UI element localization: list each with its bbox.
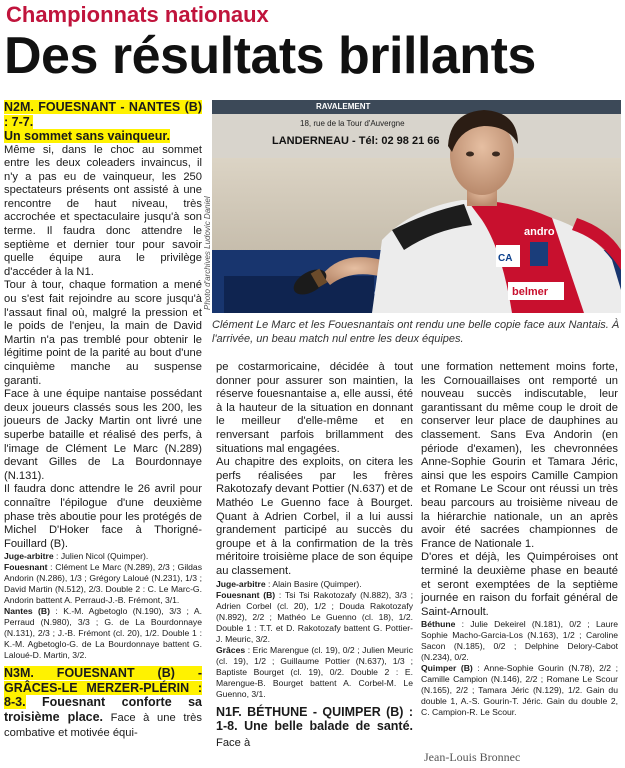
paragraph: une formation nettement moins forte, les Cornouaillaises ont remporté un nouveau succès indiscutable, leur garantissant du même coup le droit de conserver leur place de dauphines au classement. Sans Eva Andorin (en période d'examen), les chevronnées Anne-Sophie Gourin et Tamara Jéric, ainsi que les espoirs Camille Campion et Romane Le Scour ont réussi un très beau parcours au troisième niveau de la hiérarchie nationale, un an après avoir été sacrées championnes de France de Nationale 1. <box>421 361 618 550</box>
paragraph: Au chapitre des exploits, on citera les perfs réalisées par les frères Rakotozafy devant Pottier (N.637) et de Mathéo Le Guenno face à Bourget. Quant à Adrien Corbel, il a lui aussi grandement participé au succès du groupe et à la confirmation de la très méritoire troisième place de son équipe au classement. <box>216 456 413 577</box>
team-details-nantes: Nantes (B) : K.-M. Agbetoglo (N.190), 3/3 ; A. Perraud (N.980), 3/3 ; G. de La Bourdonnaye (N.131), 2/3 ; J.-B. Frémont (cl. 20), 1/2. Double 1 : K.-M. Agbetoglo-G. de La Bourdonnaye battent G. Laloué-D. Martin, 3/2. <box>4 606 202 661</box>
jersey-brand: andro <box>524 226 555 238</box>
article-column-1 <box>4 100 202 741</box>
match-title-highlight: N2M. FOUESNANT - NANTES (B) : 7-7. <box>4 100 202 129</box>
match-title-n1f: N1F. BÉTHUNE - QUIMPER (B) : 1-8. Une belle balade de santé. Face à <box>216 704 413 749</box>
match-title-n3m: N3M. FOUESNANT (B) - GRÂCES-LE MERZER-PLÉRIN : 8-3. Fouesnant conforte sa troisième place. Face à une très combative et motivée équi- <box>4 666 202 740</box>
jersey-sponsor: belmer <box>512 286 549 298</box>
page-title: Des résultats brillants <box>4 27 536 85</box>
paragraph: Il faudra donc attendre le 26 avril pour connaître l'épilogue d'une deuxième phase très aboutie pour les protégés de Michel D'Hoker face à Thorigné-Fouillard (B). <box>4 483 202 550</box>
sign-text: RAVALEMENT <box>316 102 371 111</box>
photo-credit: Photo d'archives Ludovic Daniel <box>203 196 212 310</box>
team-details-fouesnant-b: Fouesnant (B) : Tsi Tsi Rakotozafy (N.882), 3/3 ; Adrien Corbel (cl. 20), 1/2 ; Douda Rakotozafy (N.892), 2/2 ; Mathéo Le Guenno (cl. 18), 1/2. Double 1 : T.T. et D. Rakotozafy battent G. Pottier-J. Meuric, 3/2. <box>216 589 413 644</box>
byline: Jean-Louis Bronnec <box>424 750 521 764</box>
article-column-2 <box>216 361 413 750</box>
paragraph: D'ores et déjà, les Quimpéroises ont terminé la deuxième phase en beauté et seront exemptées de la septième journée en raison du forfait général de Saint-Arnoult. <box>421 551 618 618</box>
referee-line: Juge-arbitre : Alain Basire (Quimper). <box>216 578 362 589</box>
player-photo <box>212 100 621 313</box>
paragraph: Même si, dans le choc au sommet entre les deux coleaders invaincus, il n'y a pas eu de vainqueur, les 250 spectateurs présents ont assisté à une rencontre de haut niveau, très accrochée et spectaculaire jusqu'à son terme. Il faudra donc attendre le septième et dernier tour pour savoir quelle équipe aura le privilège d'accéder à la N1. <box>4 143 202 278</box>
paragraph: Face à une équipe nantaise possédant deux joueurs classés sous les 200, les joueurs de Jacky Martin ont livré une superbe bataille et réalisé des perfs, à l'image de Clément Le Marc (N.289) devant Gilles de La Bourdonnaye (N.131). <box>4 388 202 482</box>
sign-text: LANDERNEAU - Tél: 02 98 21 66 <box>272 135 440 147</box>
team-details-bethune: Béthune : Julie Dekeirel (N.181), 0/2 ; Laure Sophie Macho-Garcia-Los (N.163), 1/2 ; Caroline Sacon (N.185), 0/2 ; Delphine Delory-Cabot (N.234), 0/2. <box>421 619 618 663</box>
referee-line: Juge-arbitre : Julien Nicol (Quimper). <box>4 551 149 562</box>
paragraph: Tour à tour, chaque formation a mené ou s'est fait rejoindre au score jusqu'à l'assaut final où, malgré la pression et le poids de l'enjeu, la main de David Martin n'a pas tremblé pour obtenir le légitime point de la parité au bout d'une cinquième manche au suspense garanti. <box>4 279 202 387</box>
photo-caption: Clément Le Marc et les Fouesnantais ont rendu une belle copie face aux Nantais. À l'arrivée, un beau match nul entre les deux équipes. <box>212 319 620 345</box>
team-details-graces: Grâces : Eric Marengue (cl. 19), 0/2 ; Julien Meuric (cl. 19), 1/2 ; Guillaume Pottier (N.637), 1/3 ; Baptiste Bourget (cl. 19), 0/2. Double 2 : E. Marengue-B. Bourget battent A. Corbel-M. Le Guenno, 3/1. <box>216 644 413 699</box>
match-subtitle: Un sommet sans vainqueur. <box>4 129 171 143</box>
section-kicker: Championnats nationaux <box>6 2 269 27</box>
match-title-n2m <box>4 100 202 144</box>
team-details-quimper-b: Quimper (B) : Anne-Sophie Gourin (N.78), 2/2 ; Camille Campion (N.146), 2/2 ; Romane Le Scour (N.165), 2/2 ; Tamara Jéric (N.129), 1/2. Gain du double 1, A.-S. Gourin-T. Jéric. Gain du double 2, C. Campion-R. Le Scour. <box>421 663 619 718</box>
sign-text: 18, rue de la Tour d'Auvergne <box>300 119 405 128</box>
article-column-3 <box>421 361 618 718</box>
paragraph: pe costarmoricaine, décidée à tout donner pour assurer son maintien, la réserve fouesnantaise a, elle aussi, été à la hauteur de la situation en donnant le meilleur d'elle-même et en renversant parfois brillamment des situations mal engagées. <box>216 361 413 455</box>
article-photo <box>212 100 621 313</box>
team-details-fouesnant: Fouesnant : Clément Le Marc (N.289), 2/3 ; Gildas Andorin (N.286), 1/3 ; Grégory Laloué (N.231), 1/3 ; David Martin (N.512), 2/3. Double 2 : C. Le Marc-G. Andorin battent A. Perraud-J.-B. Frémont, 3/1. <box>4 562 202 606</box>
jersey-logo: CA <box>498 253 513 264</box>
